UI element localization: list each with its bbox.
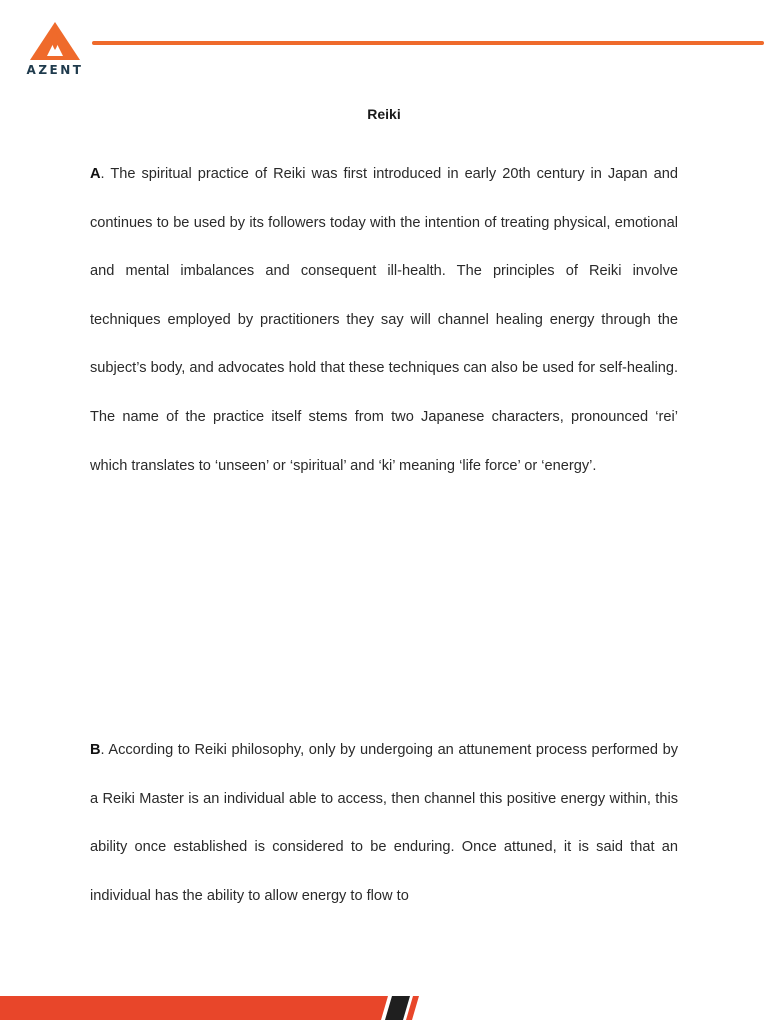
- page-title: Reiki: [367, 106, 401, 122]
- header-accent-line: [92, 41, 764, 45]
- azent-logo: [24, 20, 86, 78]
- footer-black-slash: [385, 996, 410, 1020]
- paragraph-text: . The spiritual practice of Reiki was first introduced in early 20th century in Japan and continues to be used by its followers today with the intention of treating physical, emotional and mental imbalances and consequent ill-health. The principles of Reiki involve techniques employed by practitioners they say will channel healing energy through the subject’s body, and advocates hold that these techniques can also be used for self-healing. The name of the practice itself stems from two Japanese characters, pronounced ‘rei’ which translates to ‘unseen’ or ‘spiritual’ and ‘ki’ meaning ‘life force’ or ‘energy’.: [90, 166, 678, 474]
- paragraph-b: [90, 726, 678, 920]
- paragraph-text: . According to Reiki philosophy, only by undergoing an attunement process performed by a Reiki Master is an individual able to access, then channel this positive energy within, this ability once established is considered to be enduring. Once attuned, it is said that an individual has the ability to allow energy to flow to: [90, 742, 678, 904]
- paragraph-label: B: [90, 742, 101, 758]
- azent-logo-mark-icon: [28, 20, 82, 62]
- logo-wordmark: AZENT: [26, 63, 84, 77]
- footer-red-band: [0, 996, 388, 1020]
- paragraph-label: A: [90, 166, 101, 182]
- footer-accent-bar: [0, 994, 768, 1024]
- paragraph-a: [90, 150, 678, 490]
